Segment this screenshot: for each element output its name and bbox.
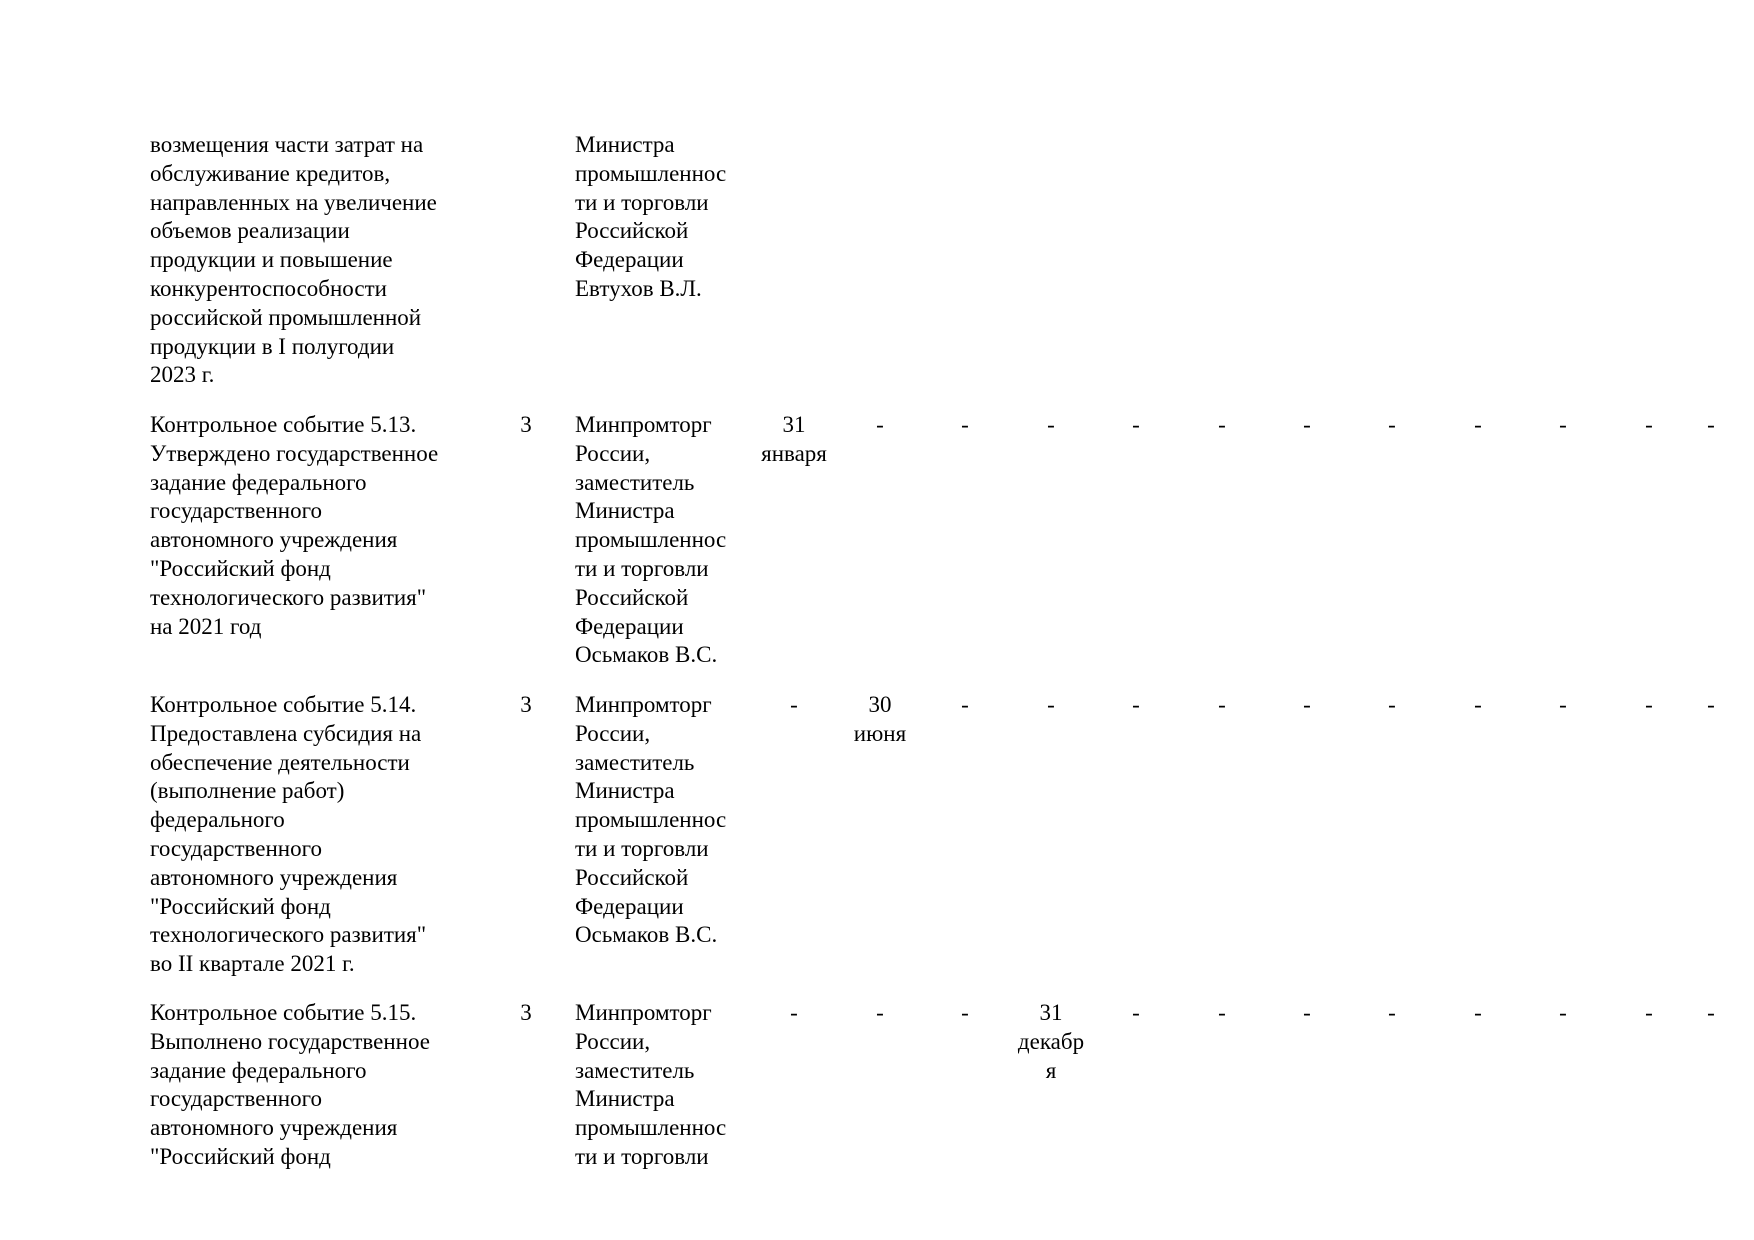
period-cell: -: [1218, 1000, 1226, 1025]
period-cell: -: [1707, 692, 1715, 717]
period-cell: -: [1474, 1000, 1482, 1025]
event-name: Контрольное событие 5.15. Выполнено государственное задание федерального государственного автономного учреждения "Российский фонд: [150, 1000, 430, 1169]
period-cell: -: [1474, 412, 1482, 437]
period-cell: -: [1388, 412, 1396, 437]
responsible-executor: Министра промышленнос ти и торговли Российской Федерации Евтухов В.Л.: [575, 132, 727, 301]
period-cell: -: [790, 1000, 798, 1025]
event-name: Контрольное событие 5.14. Предоставлена субсидия на обеспечение деятельности (выполнение работ) федерального государственного автономного учреждения "Российский фонд технологического развития" во II квартале 2021 г.: [150, 692, 427, 977]
period-cell: -: [876, 1000, 884, 1025]
period-cell: -: [1303, 692, 1311, 717]
period-cell: -: [1218, 412, 1226, 437]
period-cell: 31 января: [761, 412, 827, 466]
event-number: 3: [520, 692, 532, 717]
event-name: Контрольное событие 5.13. Утверждено государственное задание федерального государственного автономного учреждения "Российский фонд технологического развития" на 2021 год: [150, 412, 439, 639]
period-cell: -: [1645, 692, 1653, 717]
period-cell: -: [1303, 1000, 1311, 1025]
period-cell: -: [1559, 1000, 1567, 1025]
period-cell: -: [1707, 412, 1715, 437]
period-cell: -: [790, 692, 798, 717]
period-cell: -: [1047, 412, 1055, 437]
period-cell: -: [1559, 412, 1567, 437]
period-cell: -: [1218, 692, 1226, 717]
period-cell: 30 июня: [853, 692, 907, 746]
period-cell: -: [1388, 1000, 1396, 1025]
period-cell: -: [1047, 692, 1055, 717]
responsible-executor: Минпромторг России, заместитель Министра промышленнос ти и торговли Российской Федерации Осьмаков В.С.: [575, 412, 727, 668]
period-cell: -: [961, 692, 969, 717]
responsible-executor: Минпромторг России, заместитель Министра промышленнос ти и торговли: [575, 1000, 727, 1169]
period-cell: -: [1132, 412, 1140, 437]
period-cell: 31 декабр я: [1017, 1000, 1085, 1083]
period-cell: -: [1645, 412, 1653, 437]
event-number: 3: [520, 1000, 532, 1025]
responsible-executor: Минпромторг России, заместитель Министра промышленнос ти и торговли Российской Федерации Осьмаков В.С.: [575, 692, 727, 948]
period-cell: -: [1707, 1000, 1715, 1025]
period-cell: -: [1132, 692, 1140, 717]
period-cell: -: [961, 1000, 969, 1025]
period-cell: -: [1645, 1000, 1653, 1025]
period-cell: -: [1474, 692, 1482, 717]
period-cell: -: [1303, 412, 1311, 437]
period-cell: -: [1132, 1000, 1140, 1025]
period-cell: -: [1388, 692, 1396, 717]
period-cell: -: [961, 412, 969, 437]
event-name: возмещения части затрат на обслуживание кредитов, направленных на увеличение объемов реализации продукции и повышение конкурентоспособности российской промышленной продукции в I полугодии 2023 г.: [150, 132, 437, 388]
period-cell: -: [876, 412, 884, 437]
period-cell: -: [1559, 692, 1567, 717]
event-number: 3: [520, 412, 532, 437]
